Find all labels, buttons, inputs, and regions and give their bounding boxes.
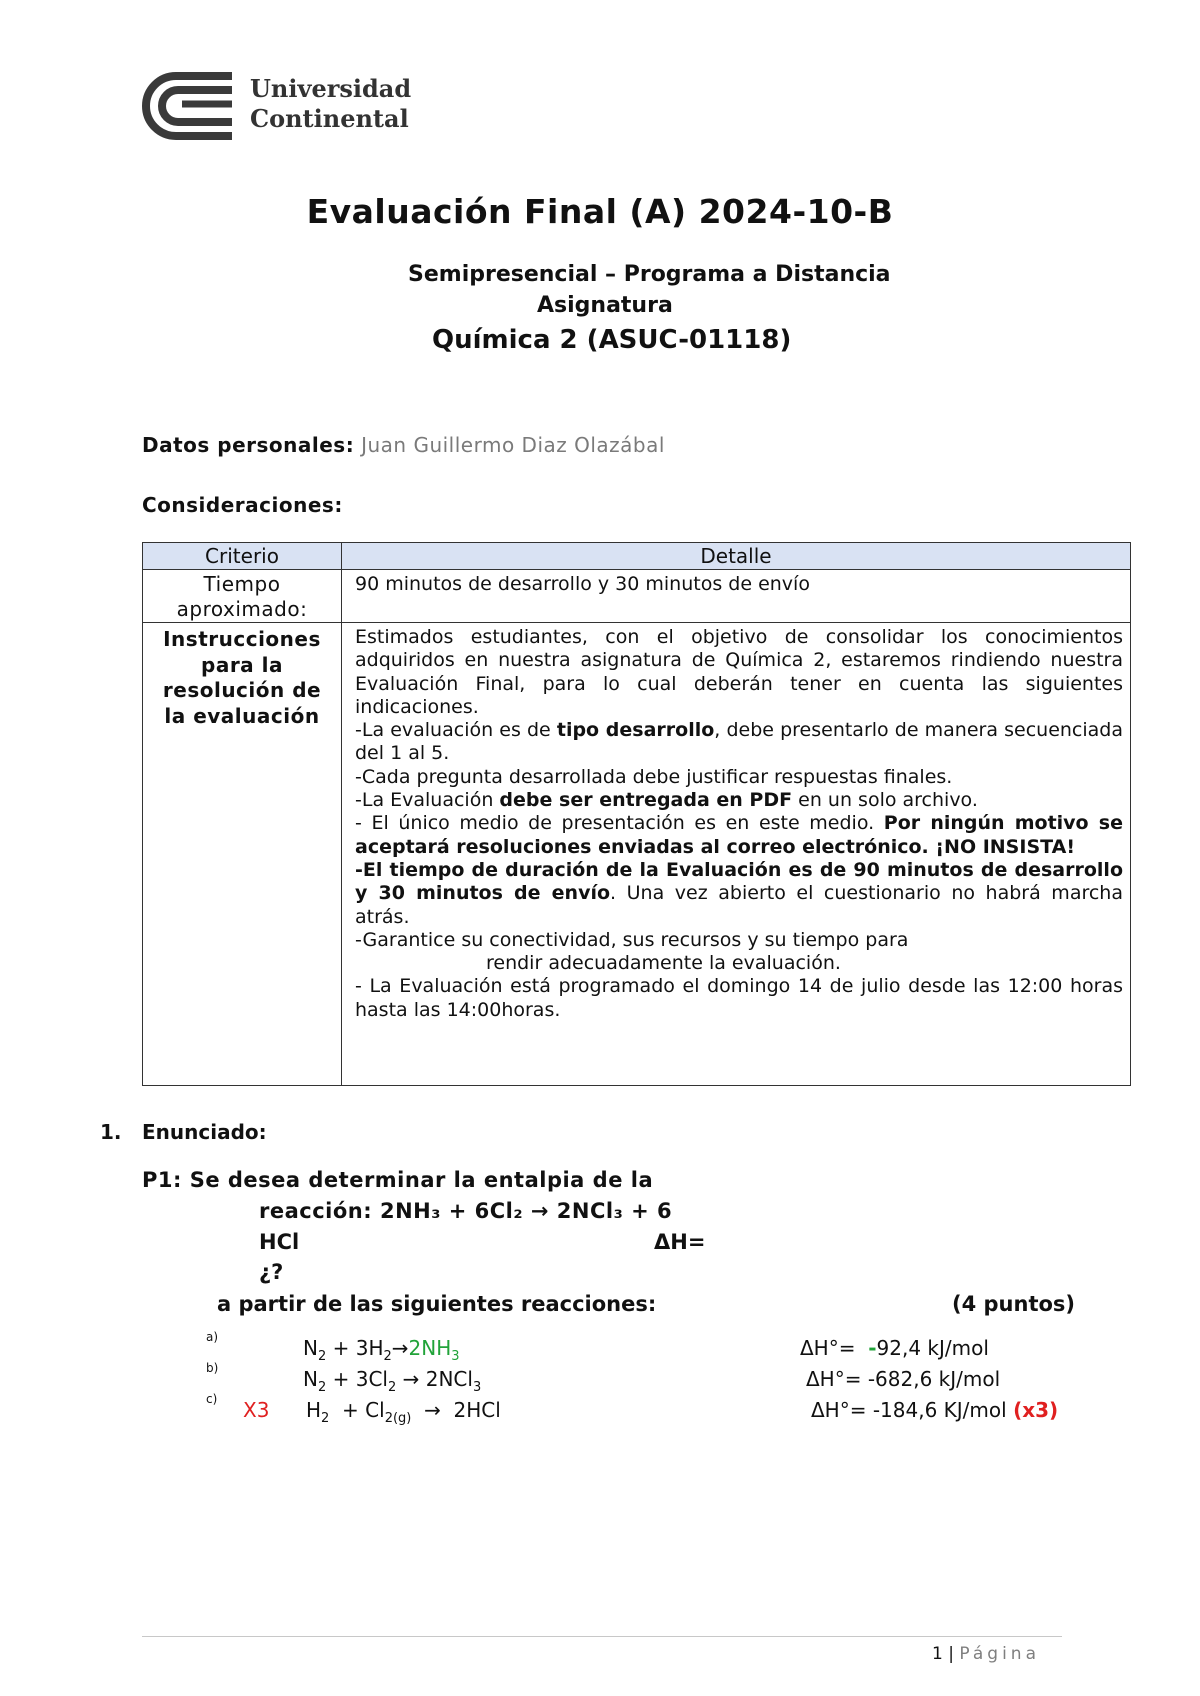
reaction-b-label: b) (206, 1361, 219, 1375)
page-footer (932, 1644, 1040, 1664)
logo-icon (142, 72, 234, 140)
section-number: 1. (100, 1120, 122, 1144)
p1-reactions-intro: a partir de las siguientes reacciones: (217, 1292, 657, 1316)
row2-criterio: Instrucciones para la resolución de la evaluación (162, 627, 322, 728)
logo-line2: Continental (250, 104, 409, 133)
section-label: Enunciado: (142, 1120, 267, 1144)
reaction-c-label: c) (206, 1392, 218, 1406)
p1-points: (4 puntos) (952, 1292, 1076, 1316)
university-logo (142, 70, 412, 142)
row2-detalle (355, 626, 1123, 1022)
reaction-b-dh: ΔH°= -682,6 kJ/mol (806, 1367, 1001, 1391)
p1-line3: HCl (259, 1230, 300, 1254)
reaction-c-equation: $H_2 + Cl_{2(g)} \to 2HCl$ (306, 1398, 501, 1426)
page-title: Evaluación Final (A) 2024-10-B (306, 192, 894, 231)
footer-divider (142, 1636, 1062, 1637)
reaction-a-equation: $N_2 + 3H_2\to 2NH_3$ (303, 1336, 460, 1364)
header-detalle: Detalle (700, 544, 772, 568)
considerations-table (142, 542, 1131, 1086)
instruction-4: - El único medio de presentación es en este medio. Por ningún motivo se aceptará resoluciones enviadas al correo electrónico. ¡NO INSISTA! (355, 812, 1123, 858)
row1-detalle: 90 minutos de desarrollo y 30 minutos de envío (355, 573, 810, 595)
section-heading (100, 1120, 267, 1144)
instruction-6: -Garantice su conectividad, sus recursos y su tiempo para rendir adecuadamente la evaluación. (355, 928, 909, 975)
p1-question-mark: ¿? (259, 1260, 284, 1284)
p1-line1: P1: Se desea determinar la entalpia de la (142, 1168, 654, 1192)
reaction-c-multiplier: X3 (243, 1398, 270, 1422)
p1-delta-h: ΔH= (654, 1230, 706, 1254)
instructions-intro: Estimados estudiantes, con el objetivo de consolidar los conocimientos adquiridos en nuestra asignatura de Química 2, estaremos rindiendo nuestra Evaluación Final, para lo cual deberán tener en cuenta las siguientes indicaciones. (355, 626, 1123, 718)
instruction-3: -La Evaluación debe ser entregada en PDF en un solo archivo. (355, 789, 978, 812)
instruction-2: -Cada pregunta desarrollada debe justificar respuestas finales. (355, 765, 953, 788)
row1-criterio: Tiempo aproximado: (176, 572, 308, 621)
header-criterio: Criterio (205, 544, 279, 568)
reaction-a-dh: ΔH°= -92,4 kJ/mol (800, 1336, 989, 1360)
reaction-c-dh: ΔH°= -184,6 KJ/mol (x3) (811, 1398, 1059, 1422)
instruction-1: -La evaluación es de tipo desarrollo, debe presentarlo de manera secuenciada del 1 al 5. (355, 719, 1123, 765)
personal-data (142, 433, 665, 457)
considerations-label: Consideraciones: (142, 493, 343, 517)
reaction-b-equation: $N_2 + 3Cl_2 \to 2NCl_3$ (303, 1367, 482, 1395)
course-name: Química 2 (ASUC-01118) (432, 325, 792, 355)
reaction-a-label: a) (206, 1330, 219, 1344)
page-number: 1 (932, 1644, 943, 1664)
footer-separator: | (948, 1644, 954, 1664)
p1-line2: reacción: 2NH₃ + 6Cl₂ → 2NCl₃ + 6 (259, 1199, 673, 1223)
student-name: Juan Guillermo Diaz Olazábal (361, 433, 665, 457)
asignatura-label: Asignatura (537, 293, 673, 318)
page-label: Página (959, 1644, 1040, 1664)
instruction-7: - La Evaluación está programado el domingo 14 de julio desde las 12:00 horas hasta las 14:00horas. (355, 975, 1123, 1021)
personal-label: Datos personales: (142, 433, 355, 457)
instruction-5: -El tiempo de duración de la Evaluación es de 90 minutos de desarrollo y 30 minutos de envío. Una vez abierto el cuestionario no habrá marcha atrás. (355, 858, 1123, 928)
subtitle: Semipresencial – Programa a Distancia (408, 262, 891, 287)
logo-line1: Universidad (250, 74, 412, 103)
